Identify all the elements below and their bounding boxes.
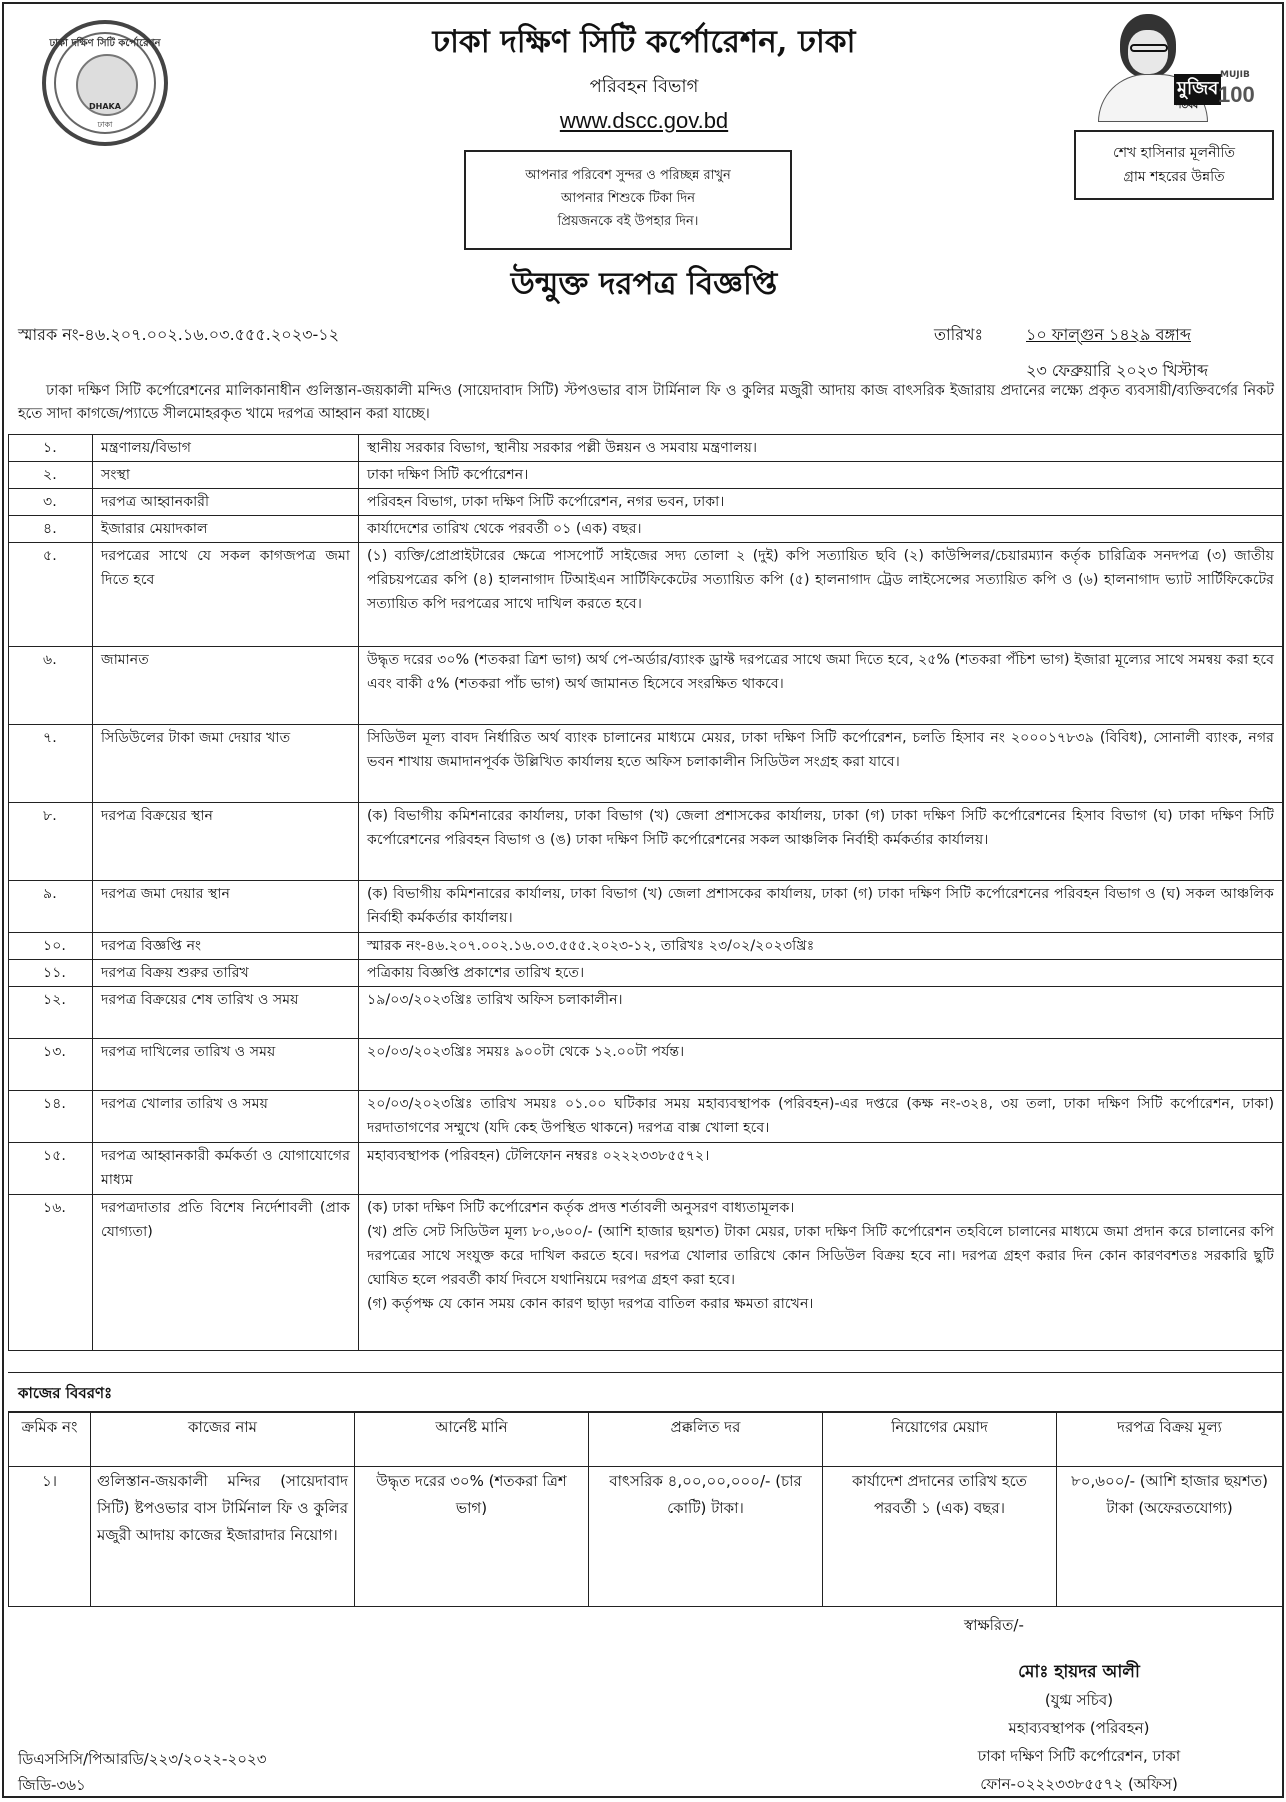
department-name: পরিবহন বিভাগ xyxy=(589,76,699,97)
mujib-logo-subtext: শতবর্ষ xyxy=(1176,101,1199,111)
row-key: দরপত্র বিক্রয় শুরুর তারিখ xyxy=(93,960,359,987)
row-key: দরপত্র জমা দেয়ার স্থান xyxy=(93,881,359,933)
work-header-cell: ক্রমিক নং xyxy=(9,1413,91,1467)
work-row xyxy=(9,1467,1283,1607)
intro-paragraph: ঢাকা দক্ষিণ সিটি কর্পোরেশনের মালিকানাধীন গুলিস্তান-জয়কালী মন্দিও (সায়েদাবাদ সিটি) স্টপওভার বাস টার্মিনাল ফি ও কুলির মজুরী আদায় কাজ বাৎসরিক ইজারায় প্রদানের লক্ষ্যে প্রকৃত ব্যবসায়ী/ব্যক্তিবর্গের নিকট হতে সাদা কাগজে/প্যাডে সীলমোহরকৃত খামে দরপত্র আহ্বান করা যাচ্ছে। xyxy=(18,383,1274,422)
table-row xyxy=(9,516,1283,543)
row-key: জামানত xyxy=(93,647,359,725)
table-row xyxy=(9,1143,1283,1195)
mujib-logo-en: MUJIB xyxy=(1220,70,1250,80)
table-row xyxy=(9,647,1283,725)
row-key: দরপত্র দাখিলের তারিখ ও সময় xyxy=(93,1039,359,1091)
table-row xyxy=(9,725,1283,803)
row-serial: ১০. xyxy=(9,933,93,960)
signed-mark: স্বাক্ষরিত/- xyxy=(964,1616,1024,1634)
row-value: উদ্ধৃত দরের ৩০% (শতকরা ত্রিশ ভাগ) অর্থ পে-অর্ডার/ব্যাংক ড্রাফ্ট দরপত্রের সাথে জমা দিতে হবে, ২৫% (শতকরা পঁচিশ ভাগ) ইজারা মূল্যের সাথে সমন্বয় করা হবে এবং বাকী ৫% (শতকরা পাঁচ ভাগ) অর্থ জামানত হিসেবে সংরক্ষিত থাকবে। xyxy=(359,647,1283,725)
work-header-cell: নিয়োগের মেয়াদ xyxy=(823,1413,1057,1467)
row-serial: ৯. xyxy=(9,881,93,933)
row-key: দরপত্রদাতার প্রতি বিশেষ নির্দেশাবলী (প্রাক যোগ্যতা) xyxy=(93,1195,359,1351)
mujib-centenary-portrait xyxy=(1094,10,1255,122)
date-english: ২৩ ফেব্রুয়ারি ২০২৩ খিস্টাব্দ xyxy=(1026,361,1209,380)
work-description-table xyxy=(8,1412,1283,1607)
work-header-cell: আর্নেষ্ট মানি xyxy=(355,1413,589,1467)
table-row xyxy=(9,987,1283,1039)
row-key: সংস্থা xyxy=(93,462,359,489)
row-value: (ক) বিভাগীয় কমিশনারের কার্যালয়, ঢাকা বিভাগ (খ) জেলা প্রশাসকের কার্যালয়, ঢাকা (গ) ঢাকা দক্ষিণ সিটি কর্পোরেশনের পরিবহন বিভাগ ও (ঘ) সকল আঞ্চলিক নির্বাহী কর্মকর্তার কার্যালয়। xyxy=(359,881,1283,933)
table-row xyxy=(9,1091,1283,1143)
seal-city: DHAKA xyxy=(89,102,121,111)
work-estimated-rate: বাৎসরিক ৪,০০,০০,০০০/- (চার কোটি) টাকা। xyxy=(589,1467,823,1607)
date-label: তারিখঃ xyxy=(934,325,984,344)
row-key: দরপত্র আহ্বানকারী কর্মকর্তা ও যোগাযোগের মাধ্যম xyxy=(93,1143,359,1195)
instruction-line: (গ) কর্তৃপক্ষ যে কোন সময় কোন কারণ ছাড়া দরপত্র বাতিল করার ক্ষমতা রাখেন। xyxy=(367,1296,814,1312)
organization-name: ঢাকা দক্ষিণ সিটি কর্পোরেশন, ঢাকা xyxy=(432,24,856,60)
work-earnest-money: উদ্ধৃত দরের ৩০% (শতকরা ত্রিশ ভাগ) xyxy=(355,1467,589,1607)
row-serial: ৬. xyxy=(9,647,93,725)
signatory-designation: (যুগ্ম সচিব) xyxy=(1044,1691,1114,1709)
table-row xyxy=(9,543,1283,647)
table-row xyxy=(9,803,1283,881)
row-key: দরপত্রের সাথে যে সকল কাগজপত্র জমা দিতে হবে xyxy=(93,543,359,647)
row-value: (ক) বিভাগীয় কমিশনারের কার্যালয়, ঢাকা বিভাগ (খ) জেলা প্রশাসকের কার্যালয়, ঢাকা (গ) ঢাকা দক্ষিণ সিটি কর্পোরেশনের হিসাব বিভাগ (ঘ) ঢাকা দক্ষিণ সিটি কর্পোরেশনের পরিবহন বিভাগ ও (ঙ) ঢাকা দক্ষিণ সিটি কর্পোরেশনের সকল আঞ্চলিক নির্বাহী কর্মকর্তার কার্যালয়। xyxy=(359,803,1283,881)
slogan-line: আপনার পরিবেশ সুন্দর ও পরিচ্ছন্ন রাখুন xyxy=(525,168,731,183)
signature-block xyxy=(884,1658,1274,1798)
row-value: স্থানীয় সরকার বিভাগ, স্থানীয় সরকার পল্লী উন্নয়ন ও সমবায় মন্ত্রণালয়। xyxy=(359,435,1283,462)
notice-heading: উন্মুক্ত দরপত্র বিজ্ঞপ্তি xyxy=(510,266,778,302)
table-row xyxy=(9,435,1283,462)
row-serial: ১৪. xyxy=(9,1091,93,1143)
row-serial: ১৫. xyxy=(9,1143,93,1195)
row-value: ২০/০৩/২০২৩খ্রিঃ তারিখ সময়ঃ ০১.০০ ঘটিকার সময় মহাব্যবস্থাপক (পরিবহন)-এর দপ্তরে (কক্ষ নং-৩২৪, ৩য় তলা, ঢাকা দক্ষিণ সিটি কর্পোরেশন, ঢাকা) দরদাতাগণের সম্মুখে (যদি কেহ উপস্থিত থাকনে) দরপত্র বাক্স খোলা হবে। xyxy=(359,1091,1283,1143)
row-serial: ৪. xyxy=(9,516,93,543)
table-row xyxy=(9,933,1283,960)
row-serial: ২. xyxy=(9,462,93,489)
table-row xyxy=(9,1195,1283,1351)
dscc-seal-logo xyxy=(42,20,168,146)
table-row xyxy=(9,1039,1283,1091)
row-serial: ১৬. xyxy=(9,1195,93,1351)
row-serial: ৫. xyxy=(9,543,93,647)
row-value xyxy=(359,1195,1283,1351)
row-value: সিডিউল মূল্য বাবদ নির্ধারিত অর্থ ব্যাংক চালানের মাধ্যমে মেয়র, ঢাকা দক্ষিণ সিটি কর্পোরেশন, চলতি হিসাব নং ২০০০১৭৮৩৯ (বিবিধ), সোনালী ব্যাংক, নগর ভবন শাখায় জমাদানপূর্বক উল্লিখিত কার্যালয় হতে অফিস চলাকালীন সিডিউল সংগ্রহ করা যাবে। xyxy=(359,725,1283,803)
row-value: কার্যাদেশের তারিখ থেকে পরবর্তী ০১ (এক) বছর। xyxy=(359,516,1283,543)
website-link[interactable]: www.dscc.gov.bd xyxy=(559,108,729,133)
signatory-name: মোঃ হায়দর আলী xyxy=(1018,1662,1140,1682)
seal-bottom-text: ঢাকা xyxy=(97,120,113,129)
row-serial: ১২. xyxy=(9,987,93,1039)
work-header-cell: দরপত্র বিক্রয় মূল্য xyxy=(1057,1413,1283,1467)
row-value: পরিবহন বিভাগ, ঢাকা দক্ষিণ সিটি কর্পোরেশন, নগর ভবন, ঢাকা। xyxy=(359,489,1283,516)
table-row xyxy=(9,489,1283,516)
mujib-logo-100: 100 xyxy=(1218,82,1255,107)
row-serial: ৭. xyxy=(9,725,93,803)
row-key: দরপত্র খোলার তারিখ ও সময় xyxy=(93,1091,359,1143)
row-serial: ৮. xyxy=(9,803,93,881)
slogan-box xyxy=(464,150,792,250)
work-appointment-period: কার্যাদেশ প্রদানের তারিখ হতে পরবর্তী ১ (এক) বছর। xyxy=(823,1467,1057,1607)
row-serial: ৩. xyxy=(9,489,93,516)
work-description-title: কাজের বিবরণঃ xyxy=(8,1372,1282,1412)
row-key: দরপত্র বিক্রয়ের স্থান xyxy=(93,803,359,881)
row-value: ২০/০৩/২০২৩খ্রিঃ সময়ঃ ৯০০টা থেকে ১২.০০টা পর্যন্ত। xyxy=(359,1039,1283,1091)
instruction-line: (খ) প্রতি সেট সিডিউল মূল্য ৮০,৬০০/- (আশি হাজার ছয়শত) টাকা মেয়র, ঢাকা দক্ষিণ সিটি কর্পোরেশন তহবিলে চালানের মাধ্যমে জমা প্রদান করে চালানের কপি দরপত্রের সাথে সংযুক্ত করে দাখিল করতে হবে। দরপত্র খোলার তারিখে কোন সিডিউল বিক্রয় হবে না। দরপত্র গ্রহণ করার দিন কোন কারণবশতঃ সরকারি ছুটি ঘোষিত হলে পরবর্তী কার্য দিবসে যথানিয়মে দরপত্র গ্রহণ করা হবে। xyxy=(367,1224,1274,1288)
mujib-logo-text: মুজিব xyxy=(1174,74,1221,105)
table-row xyxy=(9,462,1283,489)
row-value: ঢাকা দক্ষিণ সিটি কর্পোরেশন। xyxy=(359,462,1283,489)
portrait-glasses-icon xyxy=(1130,44,1168,52)
work-schedule-price: ৮০,৬০০/- (আশি হাজার ছয়শত) টাকা (অফেরতযোগ্য) xyxy=(1057,1467,1283,1607)
row-key: মন্ত্রণালয়/বিভাগ xyxy=(93,435,359,462)
signatory-office: ঢাকা দক্ষিণ সিটি কর্পোরেশন, ঢাকা xyxy=(977,1747,1181,1765)
row-value: মহাব্যবস্থাপক (পরিবহন) টেলিফোন নম্বরঃ ০২২২৩৩৮৫৫৭২। xyxy=(359,1143,1283,1195)
work-serial: ১। xyxy=(9,1467,91,1607)
row-value: ১৯/০৩/২০২৩খ্রিঃ তারিখ অফিস চলাকালীন। xyxy=(359,987,1283,1039)
work-header-cell: প্রক্কলিত দর xyxy=(589,1413,823,1467)
row-serial: ১১. xyxy=(9,960,93,987)
signatory-designation: মহাব্যবস্থাপক (পরিবহন) xyxy=(1008,1719,1150,1737)
table-row xyxy=(9,881,1283,933)
row-value: পত্রিকায় বিজ্ঞপ্তি প্রকাশের তারিখ হতে। xyxy=(359,960,1283,987)
row-key: ইজারার মেয়াদকাল xyxy=(93,516,359,543)
row-key: দরপত্র বিক্রয়ের শেষ তারিখ ও সময় xyxy=(93,987,359,1039)
footer-gd-number: জিডি-৩৬১ xyxy=(18,1776,86,1794)
signatory-phone: ফোন-০২২২৩৩৮৫৫৭২ (অফিস) xyxy=(980,1775,1178,1793)
footer-reference: ডিএসসিসি/পিআরডি/২২৩/২০২২-২০২৩ xyxy=(18,1750,267,1768)
work-header-cell: কাজের নাম xyxy=(91,1413,355,1467)
row-value: স্মারক নং-৪৬.২০৭.০০২.১৬.০৩.৫৫৫.২০২৩-১২, তারিখঃ ২৩/০২/২০২৩খ্রিঃ xyxy=(359,933,1283,960)
portrait-face xyxy=(1128,30,1168,74)
row-key: সিডিউলের টাকা জমা দেয়ার খাত xyxy=(93,725,359,803)
tender-notice-page xyxy=(2,2,1284,1798)
slogan-line: আপনার শিশুকে টিকা দিন xyxy=(561,191,695,206)
work-header-row xyxy=(9,1413,1283,1467)
principle-box xyxy=(1074,130,1274,200)
table-row xyxy=(9,960,1283,987)
row-serial: ১. xyxy=(9,435,93,462)
principle-line: গ্রাম শহরের উন্নতি xyxy=(1123,169,1225,185)
date-bangla: ১০ ফাল্গুন ১৪২৯ বঙ্গাব্দ xyxy=(1026,325,1191,344)
instruction-line: (ক) ঢাকা দক্ষিণ সিটি কর্পোরেশন কর্তৃক প্রদত্ত শর্তাবলী অনুসরণ বাধ্যতামূলক। xyxy=(367,1200,795,1216)
slogan-line: প্রিয়জনকে বই উপহার দিন। xyxy=(557,214,699,229)
principle-line: শেখ হাসিনার মূলনীতি xyxy=(1113,145,1235,161)
row-key: দরপত্র আহ্বানকারী xyxy=(93,489,359,516)
seal-text: ঢাকা দক্ষিণ সিটি কর্পোরেশন xyxy=(49,38,161,49)
tender-details-table xyxy=(8,434,1283,1351)
row-value: (১) ব্যক্তি/প্রোপ্রাইটারের ক্ষেত্রে পাসপোর্ট সাইজের সদ্য তোলা ২ (দুই) কপি সত্যায়িত ছবি (২) কাউন্সিলর/চেয়ারম্যান কর্তৃক চারিত্রিক সনদপত্র (৩) জাতীয় পরিচয়পত্রের কপি (৪) হালনাগাদ টিআইএন সার্টিফিকেটের সত্যায়িত কপি (৫) হালনাগাদ ট্রেড লাইসেন্সের সত্যায়িত কপি ও (৬) হালনাগাদ ভ্যাট সার্টিফিকেটের সত্যায়িত কপি দরপত্রের সাথে দাখিল করতে হবে। xyxy=(359,543,1283,647)
memo-number: স্মারক নং-৪৬.২০৭.০০২.১৬.০৩.৫৫৫.২০২৩-১২ xyxy=(18,325,340,344)
row-serial: ১৩. xyxy=(9,1039,93,1091)
row-key: দরপত্র বিজ্ঞপ্তি নং xyxy=(93,933,359,960)
work-name: গুলিস্তান-জয়কালী মন্দির (সায়েদাবাদ সিটি) ষ্টপওভার বাস টার্মিনাল ফি ও কুলির মজুরী আদায় কাজের ইজারাদার নিয়োগ। xyxy=(91,1467,355,1607)
